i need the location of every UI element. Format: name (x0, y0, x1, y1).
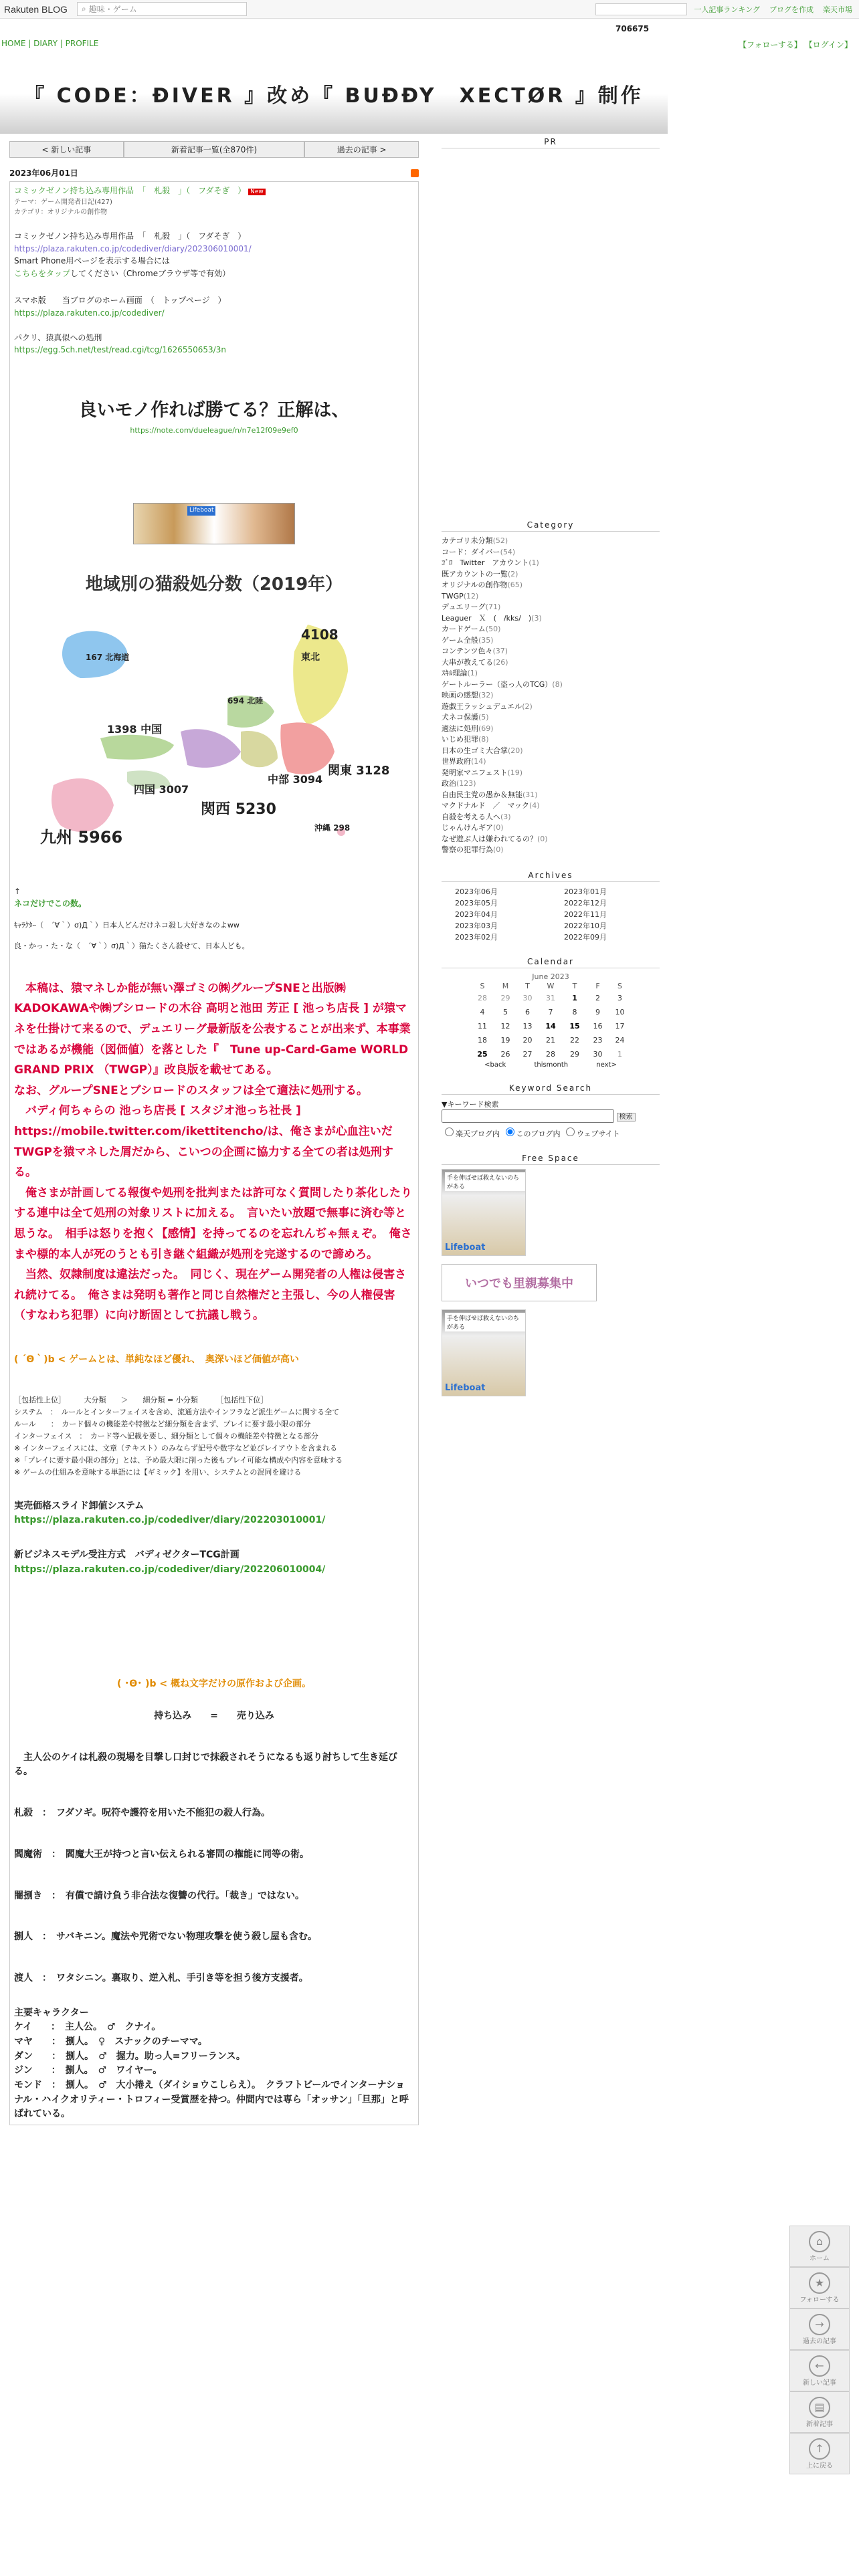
calendar-back[interactable]: <back (484, 1061, 506, 1069)
arrow-note: ↑ (14, 886, 21, 896)
archive-item[interactable]: 2023年05月 (455, 898, 498, 907)
arrow-left-icon: ← (809, 2355, 830, 2377)
5ch-link[interactable]: https://egg.5ch.net/test/read.cgi/tcg/1626550653/3n (14, 345, 226, 355)
category-item[interactable]: カードゲーム(50) (442, 625, 501, 633)
region-chubu: 中部 3094 (268, 772, 323, 786)
archive-item[interactable]: 2023年04月 (455, 909, 498, 919)
cat-adoption-image-2[interactable]: 手を伸ばせば救えないのちがある Lifeboat (442, 1309, 526, 1396)
main-column (0, 137, 428, 2128)
top-float-button[interactable]: ↑ 上に戻る (789, 2433, 850, 2474)
tcg-title: 新ビジネスモデル受注方式 バディゼクターTCG計画 (14, 1549, 240, 1560)
top-bar (0, 0, 859, 19)
category-item[interactable]: 既アカウントの一覧(2) (442, 569, 518, 578)
category-item[interactable]: 大串が教えてる(26) (442, 657, 508, 667)
line-3: 良・かっ・た・な（ ´∀｀）σ)Д｀）猫たくさん殺せて、日本人ども。 (14, 941, 250, 950)
term-2: 閻魔術 ： 閻魔大王が持つと言い伝えられる審問の権能に同等の術。 (14, 1848, 309, 1860)
search-button[interactable]: 検索 (617, 1113, 636, 1121)
category-item[interactable]: ゲートルーラー（盗っ人のTCG）(8) (442, 679, 563, 689)
freespace-title: Free Space (442, 1154, 660, 1165)
red-paragraph-1: 本稿は、猿マネしか能が無い澤ゴミの㈱グループSNEと出版㈱KADOKAWAや㈱ブシロードの木谷 高明と池田 芳正 [ 池っち店長 ] が猿マネを仕掛けて来るので、デュエリーグ最新版を公表することが出来ず、本事業ではあるが機能（図価値）を落とした『 Tune up-Card-Game WORLD GRAND PRIX （TWGP）』改良版を載せてある。 (14, 981, 411, 1077)
category-item[interactable]: Leaguer Ｘ ( /kks/ )(3) (442, 613, 542, 623)
archive-item[interactable]: 2023年02月 (455, 932, 498, 942)
category-item[interactable]: コンテンツ色々(37) (442, 647, 508, 655)
keyword-title: Keyword Search (442, 1083, 660, 1095)
category-item[interactable]: 犬ネコ保護(5) (442, 713, 489, 722)
archives-title: Archives (442, 871, 660, 882)
game-line: ( ´Θ｀)b < ゲームとは、単純なほど優れ、 奥深いほど価値が高い (14, 1354, 299, 1365)
body-title: コミックゼノン持ち込み専用作品 「 札殺 」（ フダそぎ ） (14, 231, 246, 241)
tcg-link[interactable]: https://plaza.rakuten.co.jp/codediver/diary/202206010004/ (14, 1564, 326, 1575)
lifeboat-banner[interactable]: Lifeboat (133, 503, 295, 544)
map-title: 地域別の猫殺処分数（2019年） (85, 574, 343, 595)
keyword-search (442, 1099, 660, 1139)
category-item[interactable]: いじめ犯罪(8) (442, 735, 489, 744)
arrow-right-icon: → (809, 2314, 830, 2335)
calendar-next[interactable]: next> (596, 1061, 617, 1069)
keyword-label: ▼キーワード検索 (442, 1099, 499, 1109)
region-hokuriku: 694 北陸 (227, 695, 264, 706)
follow-login-links[interactable]: 【フォローする】 【ログイン】 (738, 40, 852, 49)
term-1: 札殺 ： フダソギ。呪符や護符を用いた不能犯の殺人行為。 (14, 1808, 271, 1819)
archive-item[interactable]: 2023年06月 (455, 887, 498, 896)
calendar-title: Calendar (442, 957, 660, 968)
document-icon: ▤ (809, 2397, 830, 2418)
headline: 良いモノ作れば勝てる？正解は、 (78, 399, 350, 421)
char-1: ケイ ： 主人公。 ♂ クナイ。 (14, 2022, 161, 2033)
term-5: 渡人 ： ワタシニン。裏取り、逆入札、手引き等を担う後方支援者。 (14, 1972, 308, 1983)
radio-this-blog[interactable]: このブログ内 (502, 1130, 561, 1138)
category-title: Category (442, 520, 660, 532)
red-paragraph-2: なお、グループSNEとブシロードのスタッフは全て適法に処刑する。 (14, 1083, 369, 1097)
category-item[interactable]: 世界政府(14) (442, 757, 486, 766)
pakuri-note: パクリ、猿真似への処刑 (14, 332, 102, 342)
note-link[interactable]: https://note.com/dueleague/n/n7e12f09e9ef0 (130, 425, 298, 435)
category-item[interactable]: オリジナルの創作物(65) (442, 580, 523, 589)
rakuten-market-link[interactable]: 楽天市場 (823, 5, 852, 14)
char-2: マヤ ： 捌人。 ♀ スナックのチーママ。 (14, 2036, 207, 2047)
region-hokkaido: 167 北海道 (86, 652, 130, 662)
summary: 主人公のケイは札殺の現場を目撃し口封じで抹殺されそうになるも返り討ちして生き延びる。 (14, 1751, 398, 1778)
category-item[interactable]: 適法に処刑(69) (442, 724, 494, 733)
category-item[interactable]: カテゴリ未分類(52) (442, 536, 508, 545)
category-item[interactable]: 発明家マニフェスト(19) (442, 768, 523, 777)
category-list (442, 536, 660, 856)
mochikomi-line: 持ち込み = 売り込み (154, 1711, 274, 1722)
archive-item[interactable]: 2022年11月 (564, 909, 607, 919)
search-icon: ⌕ (81, 4, 86, 13)
archives-list (442, 886, 660, 942)
pr-space (442, 152, 660, 520)
category-item[interactable]: 自殺を考える人へ(3) (442, 812, 511, 821)
category-item[interactable]: デュエリーグ(71) (442, 603, 501, 611)
region-shikoku: 四国 3007 (134, 782, 189, 796)
slide-title: 実売価格スライド卸値システム (14, 1500, 145, 1511)
category-item[interactable]: じゃんけんギア(0) (442, 823, 504, 832)
recruit-banner[interactable]: いつでも里親募集中 (442, 1264, 597, 1301)
category-item[interactable]: 遊戯王ラッシュデュエル(2) (442, 702, 533, 711)
gaiyo-line: ( ･Θ･ )b < 概ね文字だけの原作および企画。 (117, 1679, 311, 1690)
radio-rakuten[interactable]: 楽天ブログ内 (442, 1130, 500, 1138)
phone-note: Smart Phone用ページを表示する場合には (14, 256, 171, 266)
category-item[interactable]: ｺﾞﾛ Twitter アカウント(1) (442, 558, 539, 567)
post-body: コミックゼノン持ち込み専用作品 「 札殺 」（ フダそぎ ） New テーマ：ゲーム開発者日記(427) カテゴリ：オリジナルの創作物 コミックゼノン持ち込み専用作品 「 札殺 」（ フダそぎ ） https://plaza.rakuten.co.jp/codediver/diary/202306010001/ Smart Phone用ページを表示する場合には こちらをタップしてください（Chromeブラウザ等で有効） スマホ版 当ブログのホーム画面 （ トップページ ） https://plaza.rakuten.co.jp/codediver/ パクリ、猿真似への処刑 https://egg.5ch.net/test/read.cgi/tcg/1626550653/3n 良いモノ作れば勝てる？正解は、 https://note.com/dueleague/n/n7e12f09e9ef0 Lifeboat 地域別の猫殺処分数（2019年） 167 北海道 4108 東北 694 北陸 1398 中国 関東 3128 四国 3007 関西 5230 中部 3094 九州 5966 沖縄 298 ↑ ネコだけでこの数。 ｷｬﾗｸﾀｰ（ ´∀｀）σ)Д｀）日本人どんだけネコ殺し大好きなのよww 良・かっ・た・な（ ´∀｀）σ)Д｀）猫たくさん殺せて、日本人ども。 本稿は、猿マネしか能が無い澤ゴミの㈱グループSNEと出版㈱KADOKAWAや㈱ブシロードの木谷 高明と池田 芳正 [ 池っち店長 ] が猿マネを仕掛けて来るので、デュエリーグ最新版を公表することが出来ず、本事業ではあるが機能（図価値）を落とした『 Tune up-Card-Game WORLD GRAND PRIX （TWGP）』改良版を載せてある。 なお、グループSNEとブシロードのスタッフは全て適法に処刑する。 バディ何ちゃらの 池っち店長 [ スタジオ池っち社長 ] https://mobile.twitter.com/ikettitencho/は、俺さまが心血注いだTWGPを猿マネした屑だから、こいつの企画に協力する全ての者は処刑する。 俺さまが計画してる報復や処刑を批判または許可なく質問したり茶化したりする連中は全て処刑の対象リストに加える。 言いたい放題で無事に済む等と思うな。 相手は怒りを抱く【感情】を持ってるのを忘れんぢゃ無ぇぞ。 俺さまや標的本人が死のうとも引き継ぐ組織が処刑を完遂するので諦めろ。 当然、奴隷制度は違法だった。 同じく、現在ゲーム開発者の人権は侵害され続けてる。 俺さまは発明も著作と同じ自然権だと主張し、今の人権侵害（すなわち犯罪）に向け断固として抗議し戦う。 ( ´Θ｀)b < ゲームとは、単純なほど優れ、 奥深いほど価値が高い ［包括性上位］ 大分類 ＞ 細分類 = 小分類 ［包括性下位］ システム ： ルールとインターフェイスを含め、流通方法やインフラなど派生ゲームに関する全て ルール ： カード個々の機能差や特徴など細分類を含まず、プレイに要す最小限の部分 インターフェイス ： カード等へ記載を要し、細分類として個々の機能差や特徴となる部分 ※ インターフェイスには、文章（テキスト）のみならず記号や数字など並びレイアウトを含まれる ※「プレイに要す最小限の部分」とは、予め最大限に削った後もプレイ可能な構成や内容を意味する ※ ゲームの仕組みを意味する単語には【ギミック】を用い、システムとの混同を避ける 実売価格スライド卸値システム https://plaza.rakuten.co.jp/codediver/diary/202203010001/ 新ビジネスモデル受注方式 バディゼクターTCG計画 https://plaza.rakuten.co.jp/codediver/diary/202206010004/ ( ･Θ･ )b < 概ね文字だけの原作および企画。 持ち込み = 売り込み 主人公のケイは札殺の現場を目撃し口封じで抹殺されそうになるも返り討ちして生き延びる。 札殺 ： フダソギ。呪符や護符を用いた不能犯の殺人行為。 閻魔術 ： 閻魔大王が持つと言い伝えられる審問の権能に同等の術。 闇捌き ： 有償で請け負う非合法な復讐の代行。「裁き」ではない。 捌人 ： サバキニン。魔法や咒術でない物理攻撃を使う殺し屋も含む。 渡人 ： ワタシニン。裏取り、逆入札、手引き等を担う後方支援者。 主要キャラクター ケイ ： 主人公。 ♂ クナイ。 マヤ ： 捌人。 ♀ スナックのチーママ。 ダン ： 捌人。 ♂ 握力。助っ人=フリーランス。 ジン ： 捌人。 ♂ ワイヤー。 モンド ： 捌人。 ♂ 大小捲え（ダイショウこしらえ）。 クラフトビールでインターナショナル・ハイクオリティー・トロフィー受賞歴を持つ。仲間内では専ら「オッサン」「旦那」と呼ばれている。 (9, 181, 419, 2125)
latest-float-button[interactable]: ▤ 新着記事 (789, 2391, 850, 2433)
star-icon: ★ (809, 2272, 830, 2294)
post-url-link[interactable]: https://plaza.rakuten.co.jp/codediver/diary/202306010001/ (14, 243, 252, 253)
ranking-link[interactable]: 一人記事ランキング (694, 5, 760, 14)
header-nav[interactable]: HOME | DIARY | PROFILE (1, 39, 99, 48)
category-item[interactable]: 映画の感想(32) (442, 691, 494, 700)
post-category[interactable]: カテゴリ：オリジナルの創作物 (14, 209, 108, 217)
tap-link[interactable]: こちらをタップ (14, 268, 71, 278)
top-search-input[interactable] (595, 3, 687, 15)
home-icon: ⌂ (809, 2231, 830, 2252)
category-item[interactable]: TWGP(12) (442, 591, 479, 601)
category-item[interactable]: 日本の生ゴミ大合掌(20) (442, 746, 523, 755)
region-chugoku: 1398 中国 (107, 722, 163, 736)
calendar: June 2023 S M T W T F S 28 29 30 31 1 2 3 4 5 6 7 8 9 10 11 12 13 14 15 16 17 18 19 20 21 22 23 24 25 26 27 28 29 30 1 <back thismonth next> (470, 972, 631, 1069)
rss-icon[interactable] (411, 169, 419, 177)
rakuten-logo[interactable]: Rakuten BLOG (4, 3, 68, 15)
category-item[interactable]: ゲーム全般(35) (442, 635, 494, 645)
home-link[interactable]: https://plaza.rakuten.co.jp/codediver/ (14, 308, 165, 318)
red-paragraph-3: バディ何ちゃらの 池っち店長 [ スタジオ池っち社長 ] https://mobile.twitter.com/ikettitencho/は、俺さまが心血注いだTWGPを猿マネした屑だから、こいつの企画に協力する全ての者は処刑する。 (14, 1104, 393, 1180)
char-3: ダン ： 捌人。 ♂ 握力。助っ人=フリーランス。 (14, 2050, 246, 2062)
category-item[interactable]: マクドナルド ／ マック(4) (442, 801, 540, 810)
region-okinawa: 沖縄 298 (314, 823, 351, 833)
line-2: ｷｬﾗｸﾀｰ（ ´∀｀）σ)Д｀）日本人どんだけネコ殺し大好きなのよww (14, 920, 240, 930)
region-tohoku: 4108 東北 (301, 626, 339, 663)
post-list-button[interactable]: 新着記事一覧(全870件) (124, 141, 304, 158)
genre-selector[interactable]: ⌕ 趣味・ゲーム (77, 2, 247, 16)
slide-link[interactable]: https://plaza.rakuten.co.jp/codediver/diary/202203010001/ (14, 1515, 326, 1526)
category-item[interactable]: なぜ遊ぶ人は嫌われてるの？(0) (442, 834, 548, 843)
neko-line: ネコだけでこの数。 (14, 899, 87, 909)
cat-adoption-image[interactable]: 手を伸ばせば救えないのちがある Lifeboat (442, 1169, 526, 1256)
blog-banner (0, 53, 668, 134)
char-4: ジン ： 捌人。 ♂ ワイヤー。 (14, 2065, 163, 2076)
pr-title: PR (442, 137, 660, 148)
archive-item[interactable]: 2022年09月 (564, 932, 607, 942)
access-counter: 706675 (615, 24, 650, 33)
sidebar (442, 137, 660, 1396)
keyword-input[interactable] (442, 1109, 614, 1123)
definitions: ［包括性上位］ 大分類 ＞ 細分類 = 小分類 ［包括性下位］ システム ： ルールとインターフェイスを含め、流通方法やインフラなど派生ゲームに関する全て ルール ： カード個々の機能差や特徴など細分類を含まず、プレイに要す最小限の部分 インターフェイス ： カード等へ記載を要し、細分類として個々の機能差や特徴となる部分 ※ インターフェイスには、文章（テキスト）のみならず記号や数字など並びレイアウトを含まれる ※「プレイに要す最小限の部分」とは、予め最大限に削った後もプレイ可能な構成や内容を意味する ※ ゲームの仕組みを意味する単語には【ギミック】を用い、システムとの混同を避ける (14, 1395, 343, 1477)
archive-item[interactable]: 2023年01月 (564, 887, 607, 896)
follow-float-button[interactable]: ★ フォローする (789, 2267, 850, 2309)
red-paragraph-4: 俺さまが計画してる報復や処刑を批判または許可なく質問したり茶化したりする連中は全て処刑の対象リストに加える。 言いたい放題で無事に済む等と思うな。 相手は怒りを抱く【感情】を持ってるのを忘れんぢゃ無ぇぞ。 俺さまや標的本人が死のうとも引き継ぐ組織が処刑を完遂するので諦めろ。 (14, 1186, 412, 1261)
category-item[interactable]: ｽｷﾙ理論(1) (442, 669, 478, 677)
blog-title[interactable]: 『 CODE：ÐIVER 』改め『 BUÐÐY XECTØR 』制作 (24, 84, 644, 108)
region-kansai: 関西 5230 (201, 800, 276, 818)
term-4: 捌人 ： サバキニン。魔法や咒術でない物理攻撃を使う殺し屋も含む。 (14, 1931, 318, 1943)
home-float-button[interactable]: ⌂ ホーム (789, 2226, 850, 2267)
newer-float-button[interactable]: ← 新しい記事 (789, 2350, 850, 2391)
calendar-thismonth[interactable]: thismonth (534, 1061, 569, 1069)
radio-web[interactable]: ウェブサイト (563, 1130, 620, 1138)
create-blog-link[interactable]: ブログを作成 (769, 5, 814, 14)
smartphone-note: スマホ版 当ブログのホーム画面 （ トップページ ） (14, 296, 226, 306)
newer-post-button[interactable]: < 新しい記事 (9, 141, 124, 158)
archive-item[interactable]: 2023年03月 (455, 921, 498, 930)
category-item[interactable]: 政治(123) (442, 779, 476, 788)
term-3: 闇捌き ： 有償で請け負う非合法な復讐の代行。「裁き」ではない。 (14, 1890, 304, 1901)
archive-item[interactable]: 2022年10月 (564, 921, 607, 930)
chars-title: 主要キャラクター (14, 2007, 89, 2018)
older-post-button[interactable]: 過去の記事 > (304, 141, 419, 158)
older-float-button[interactable]: → 過去の記事 (789, 2309, 850, 2350)
post-date: 2023年06月01日 (9, 169, 78, 178)
category-item[interactable]: コード：ダイバー(54) (442, 547, 516, 556)
red-paragraph-5: 当然、奴隷制度は違法だった。 同じく、現在ゲーム開発者の人権は侵害され続けてる。 俺さまは発明も著作と同じ自然権だと主張し、今の人権侵害（すなわち犯罪）に向け断固として抗議し戦う。 (14, 1268, 407, 1323)
cat-map-image (27, 571, 401, 879)
archive-item[interactable]: 2022年12月 (564, 898, 607, 907)
char-5: モンド ： 捌人。 ♂ 大小捲え（ダイショウこしらえ）。 クラフトビールでインターナショナル・ハイクオリティー・トロフィー受賞歴を持つ。仲間内では専ら「オッサン」「旦那」と呼ばれている。 (14, 2080, 409, 2120)
post-title[interactable]: コミックゼノン持ち込み専用作品 「 札殺 」（ フダそぎ ） (14, 186, 246, 195)
post-theme[interactable]: テーマ：ゲーム開発者日記(427) (14, 198, 112, 206)
category-item[interactable]: 警察の犯罪行為(0) (442, 845, 504, 854)
arrow-up-icon: ↑ (809, 2438, 830, 2460)
new-badge: New (248, 189, 266, 195)
region-kanto: 関東 3128 (328, 763, 390, 778)
region-kyushu: 九州 5966 (40, 827, 123, 847)
calendar-month: June 2023 (532, 972, 569, 981)
category-item[interactable]: 自由民主党の愚か＆無能(31) (442, 790, 538, 799)
